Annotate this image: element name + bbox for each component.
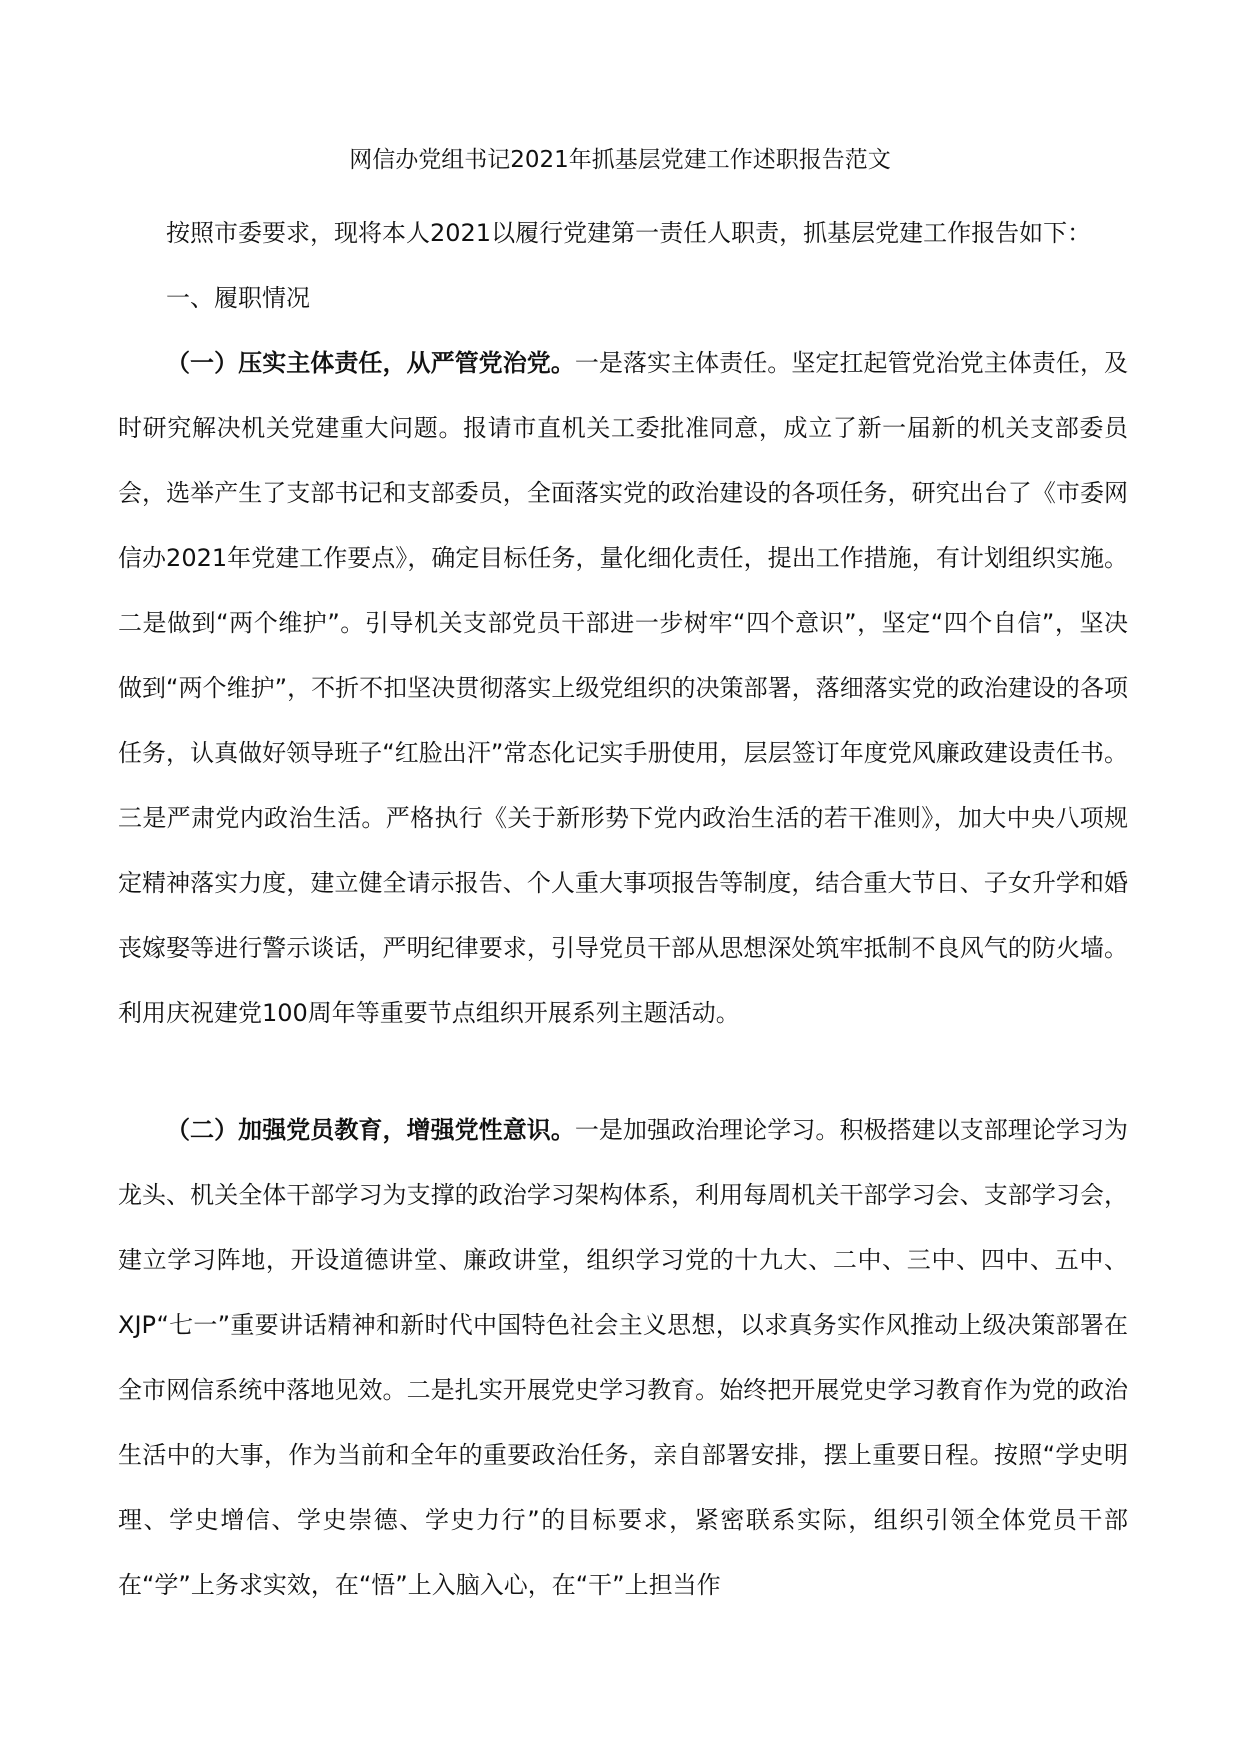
item-heading: （一）压实主体责任，从严管党治党。	[166, 349, 575, 377]
item-body: 一是加强政治理论学习。积极搭建以支部理论学习为龙头、机关全体干部学习为支撑的政治学习架构体系，利用每周机关干部学习会、支部学习会，建立学习阵地，开设道德讲堂、廉政讲堂，组织学习党的十九大、二中、三中、四中、五中、XJP“七一”重要讲话精神和新时代中国特色社会主义思想，以求真务实作风推动上级决策部署在全市网信系统中落地见效。二是扎实开展党史学习教育。始终把开展党史学习教育作为党的政治生活中的大事，作为当前和全年的重要政治任务，亲自部署安排，摆上重要日程。按照“学史明理、学史增信、学史崇德、学史力行”的目标要求，紧密联系实际，组织引领全体党员干部在“学”上务求实效，在“悟”上入脑入心，在“干”上担当作	[118, 1116, 1129, 1599]
item-paragraph	[118, 1098, 1128, 1618]
document-title: 网信办党组书记2021年抓基层党建工作述职报告范文	[349, 147, 891, 173]
item-paragraph	[118, 331, 1128, 1046]
intro-paragraph: 按照市委要求，现将本人2021以履行党建第一责任人职责，抓基层党建工作报告如下：	[166, 219, 1092, 247]
item-heading: （二）加强党员教育，增强党性意识。	[166, 1116, 575, 1144]
section-heading: 一、履职情况	[166, 284, 310, 312]
item-body: 一是落实主体责任。坚定扛起管党治党主体责任，及时研究解决机关党建重大问题。报请市直机关工委批准同意，成立了新一届新的机关支部委员会，选举产生了支部书记和支部委员，全面落实党的政治建设的各项任务，研究出台了《市委网信办2021年党建工作要点》，确定目标任务，量化细化责任，提出工作措施，有计划组织实施。二是做到“两个维护”。引导机关支部党员干部进一步树牢“四个意识”，坚定“四个自信”，坚决做到“两个维护”，不折不扣坚决贯彻落实上级党组织的决策部署，落细落实党的政治建设的各项任务，认真做好领导班子“红脸出汗”常态化记实手册使用，层层签订年度党风廉政建设责任书。三是严肃党内政治生活。严格执行《关于新形势下党内政治生活的若干准则》，加大中央八项规定精神落实力度，建立健全请示报告、个人重大事项报告等制度，结合重大节日、子女升学和婚丧嫁娶等进行警示谈话，严明纪律要求，引导党员干部从思想深处筑牢抵制不良风气的防火墙。利用庆祝建党100周年等重要节点组织开展系列主题活动。	[118, 349, 1129, 1027]
